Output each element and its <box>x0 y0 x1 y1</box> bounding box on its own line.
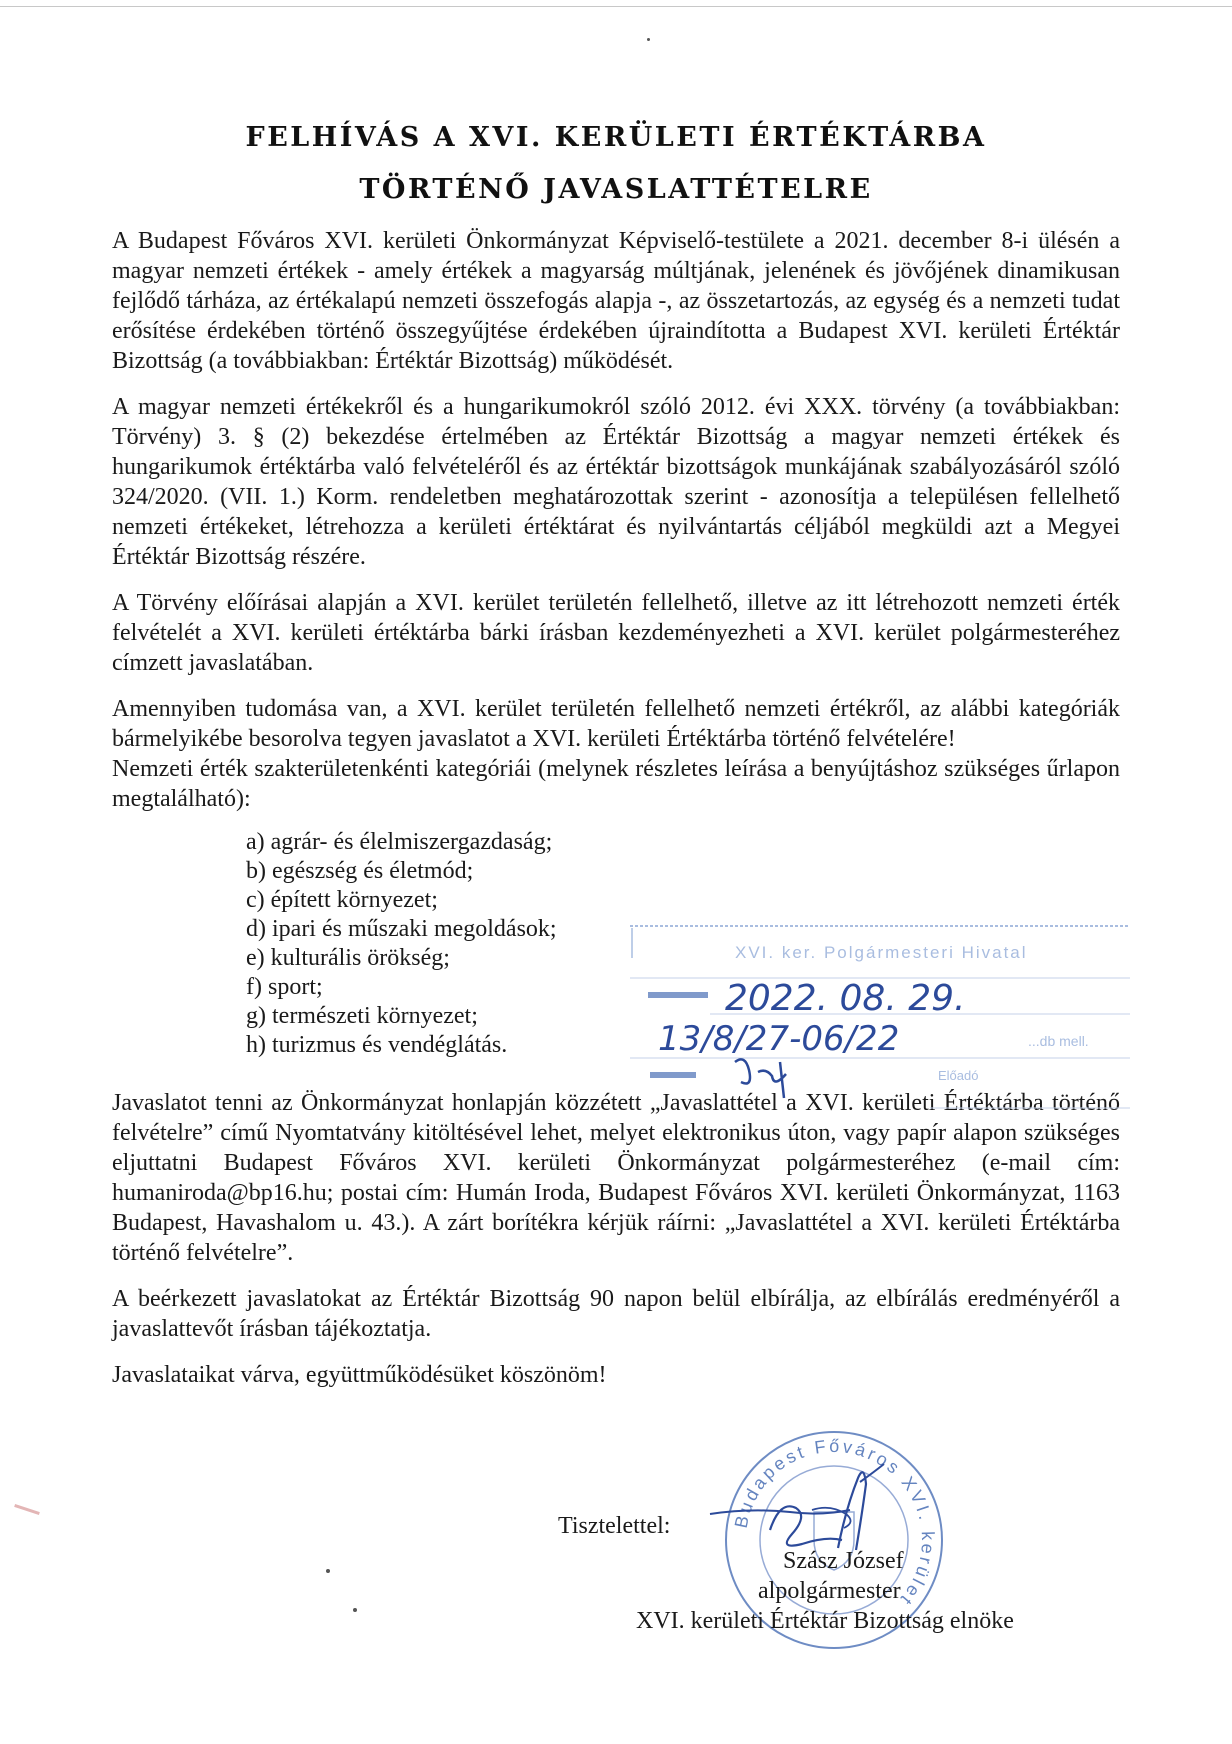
paragraph-law: A magyar nemzeti értékekről és a hungarikumokról szóló 2012. évi XXX. törvény (a továbbiakban: Törvény) 3. § (2) bekezdése értelmében az Értéktár Bizottság a magyar nemzeti értékek és hungarikumok értéktárba való felvételéről és az értéktár bizottságok munkájának szabályozásáról szóló 324/2020. (VII. 1.) Korm. rendeletben meghatározottak szerint - azonosítja a településen fellelhető nemzeti értékeket, létrehozza a kerületi értéktárat és nyilvántartás céljából megküldi azt a Megyei Értéktár Bizottság részére. <box>112 394 1120 570</box>
signatory-name: Szász József <box>783 1548 904 1574</box>
scan-artifact <box>14 1504 40 1515</box>
closing-greeting: Tisztelettel: <box>558 1513 671 1539</box>
scan-edge-line <box>0 6 1232 7</box>
list-item: c) épített környezet; <box>246 887 438 913</box>
title-line-1: FELHÍVÁS A XVI. KERÜLETI ÉRTÉKTÁRBA <box>245 122 987 153</box>
list-item: d) ipari és műszaki megoldások; <box>246 916 557 942</box>
scan-speck <box>647 38 650 41</box>
registration-stamp <box>630 922 1130 1112</box>
stamp-handler-label: Előadó <box>938 1068 979 1083</box>
stamp-side-note: ...db mell. <box>1028 1033 1089 1049</box>
signatory-title: XVI. kerületi Értéktár Bizottság elnöke <box>636 1608 1014 1634</box>
stamp-number: 13/8/27-06/22 <box>658 1019 900 1059</box>
paragraph-thanks: Javaslataikat várva, együttműködésüket köszönöm! <box>112 1362 607 1388</box>
stamp-handwriting-icon <box>735 1059 786 1098</box>
list-item: f) sport; <box>246 974 323 1000</box>
list-item: h) turizmus és vendéglátás. <box>246 1032 508 1058</box>
paragraph-intro: A Budapest Főváros XVI. kerületi Önkormányzat Képviselő-testülete a 2021. december 8-i ülésén a magyar nemzeti értékek - amely értékek a magyarság múltjának, jelenének és jövőjének dinamikusan fejlődő tárháza, az értékalapú nemzeti összefogás alapja -, az összetartozás, az egység és a nemzeti tudat erősítése érdekében történő összegyűjtése érdekében újraindította a Budapest XVI. kerületi Értéktár Bizottság (a továbbiakban: Értéktár Bizottság) működését. <box>112 228 1120 374</box>
paragraph-submission: Javaslatot tenni az Önkormányzat honlapján közzétett „Javaslattétel a XVI. kerületi Értéktárba történő felvételre” című Nyomtatvány kitöltésével lehet, melyet elektronikus úton, vagy papír alapon szükséges eljuttatni Budapest Főváros XVI. kerületi Önkormányzat polgármesteréhez (e-mail cím: humaniroda@bp16.hu; postai cím: Humán Iroda, Budapest Főváros XVI. kerületi Önkormányzat, 1163 Budapest, Havashalom u. 43.). A zárt borítékra kérjük ráírni: „Javaslattétel a XVI. kerületi Értéktárba történő felvételre”. <box>112 1090 1120 1266</box>
signatory-role: alpolgármester <box>758 1578 901 1604</box>
list-item: g) természeti környezet; <box>246 1003 478 1029</box>
paragraph-initiative: A Törvény előírásai alapján a XVI. kerület területén fellelhető, illetve az itt létrehozott nemzeti érték felvételét a XVI. kerületi értéktárba bárki írásban kezdeményezheti a XVI. kerület polgármesteréhez címzett javaslatában. <box>112 590 1120 676</box>
paragraph-call: Amennyiben tudomása van, a XVI. kerület területén fellelhető nemzeti értékről, az alábbi kategóriák bármelyikébe besorolva tegyen javaslatot a XVI. kerületi Értéktárba történő felvételére! <box>112 696 1120 752</box>
document-title <box>0 112 1232 216</box>
seal-ring-text: Budapest Főváros XVI. kerület <box>730 1435 939 1611</box>
list-item: e) kulturális örökség; <box>246 945 450 971</box>
stamp-date: 2022. 08. 29. <box>725 978 966 1019</box>
scan-speck <box>326 1569 330 1573</box>
stamp-ink-smudge <box>648 992 708 998</box>
stamp-header: XVI. ker. Polgármesteri Hivatal <box>735 943 1028 962</box>
stamp-ink-smudge <box>650 1072 696 1078</box>
list-item: a) agrár- és élelmiszergazdaság; <box>246 829 553 855</box>
scan-speck <box>353 1608 357 1612</box>
list-item: b) egészség és életmód; <box>246 858 474 884</box>
document-body <box>112 226 1120 1406</box>
title-line-2: TÖRTÉNŐ JAVASLATTÉTELRE <box>359 174 873 205</box>
paragraph-categories-intro: Nemzeti érték szakterületenkénti kategóriái (melynek részletes leírása a benyújtáshoz szükséges űrlapon megtalálható): <box>112 756 1120 812</box>
paragraph-evaluation: A beérkezett javaslatokat az Értéktár Bizottság 90 napon belül elbírálja, az elbírálás eredményéről a javaslattevőt írásban tájékoztatja. <box>112 1286 1120 1342</box>
